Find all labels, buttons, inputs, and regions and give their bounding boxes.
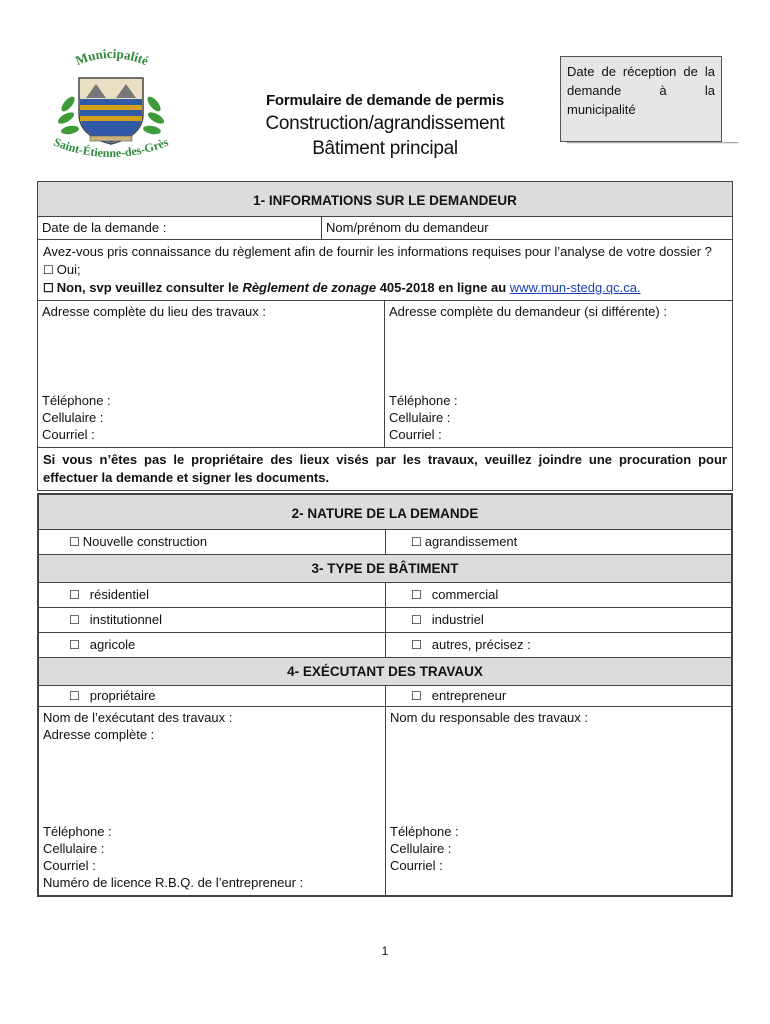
section-2-heading: 2- NATURE DE LA DEMANDE	[39, 495, 731, 530]
option-owner[interactable]: ☐ propriétaire	[39, 686, 385, 706]
option-commercial[interactable]: ☐ commercial	[385, 583, 731, 607]
work-address-field[interactable]: Adresse complète du lieu des travaux : Téléphone : Cellulaire : Courriel :	[42, 304, 267, 442]
option-agricultural[interactable]: ☐ agricole	[39, 633, 385, 657]
checkbox-owner[interactable]: ☐	[69, 689, 80, 703]
logo-top-text: Municipalité	[73, 45, 151, 69]
option-other[interactable]: ☐ autres, précisez :	[385, 633, 731, 657]
option-no[interactable]: ☐ Non, svp veuillez consulter le Règlement de zonage 405-2018 en ligne au www.mun-stedg.qc.ca.	[43, 280, 641, 295]
applicant-name-field[interactable]: Nom/prénom du demandeur	[321, 217, 732, 239]
option-yes[interactable]: ☐ Oui;	[43, 262, 81, 277]
reception-date-line[interactable]: ____________________________	[567, 132, 739, 144]
section-applicant	[37, 181, 733, 491]
section-request-details	[37, 493, 733, 897]
permit-form	[37, 181, 733, 897]
option-institutional[interactable]: ☐ institutionnel	[39, 608, 385, 632]
option-new-construction[interactable]: ☐ Nouvelle construction	[39, 530, 385, 554]
applicant-address-field[interactable]: Adresse complète du demandeur (si différente) : Téléphone : Cellulaire : Courriel :	[384, 301, 732, 447]
request-date-field[interactable]: Date de la demande :	[42, 220, 167, 235]
svg-text:Municipalité	[73, 46, 151, 68]
municipality-website-link[interactable]: www.mun-stedg.qc.ca.	[509, 280, 641, 295]
checkbox-new-construction[interactable]: ☐	[69, 535, 80, 549]
checkbox-yes[interactable]: ☐	[43, 263, 54, 277]
checkbox-other[interactable]: ☐	[411, 638, 422, 652]
section-3-heading: 3- TYPE DE BÂTIMENT	[39, 555, 731, 583]
checkbox-institutional[interactable]: ☐	[69, 613, 80, 627]
option-residential[interactable]: ☐ résidentiel	[39, 583, 385, 607]
checkbox-no[interactable]: ☐	[43, 281, 54, 295]
reception-date-box	[560, 56, 739, 144]
reception-date-label: Date de réception de la demande à la municipalité	[567, 64, 715, 117]
checkbox-commercial[interactable]: ☐	[411, 588, 422, 602]
option-industrial[interactable]: ☐ industriel	[385, 608, 731, 632]
executor-details-field[interactable]: Nom de l’exécutant des travaux : Adresse complète : Téléphone : Cellulaire : Courriel : Numéro de licence R.B.Q. de l’entrepreneur :	[43, 710, 304, 890]
works-manager-field[interactable]: Nom du responsable des travaux : Téléphone : Cellulaire : Courriel :	[385, 707, 731, 895]
checkbox-extension[interactable]: ☐	[411, 535, 422, 549]
form-subtitle-2: Bâtiment principal	[312, 138, 458, 159]
checkbox-agricultural[interactable]: ☐	[69, 638, 80, 652]
form-title: Formulaire de demande de permis	[265, 92, 505, 109]
option-extension[interactable]: ☐ agrandissement	[385, 530, 731, 554]
proxy-note: Si vous n’êtes pas le propriétaire des lieux visés par les travaux, veuillez joindre une procuration pour effectuer la demande et signer les documents.	[43, 452, 727, 485]
section-4-heading: 4- EXÉCUTANT DES TRAVAUX	[39, 658, 731, 686]
section-1-heading: 1- INFORMATIONS SUR LE DEMANDEUR	[38, 182, 732, 217]
regulation-question: Avez-vous pris connaissance du règlement afin de fournir les informations requises pour l’analyse de votre dossier ?	[43, 244, 712, 259]
option-contractor[interactable]: ☐ entrepreneur	[385, 686, 731, 706]
logo-bottom-text: Saint-Étienne-des-Grès	[51, 134, 171, 161]
checkbox-contractor[interactable]: ☐	[411, 689, 422, 703]
checkbox-industrial[interactable]: ☐	[411, 613, 422, 627]
municipality-logo	[44, 44, 179, 162]
page-number: 1	[381, 944, 389, 958]
checkbox-residential[interactable]: ☐	[69, 588, 80, 602]
regulation-question-block	[38, 240, 732, 301]
form-subtitle-1: Construction/agrandissement	[265, 113, 505, 134]
form-title-block	[215, 92, 555, 160]
